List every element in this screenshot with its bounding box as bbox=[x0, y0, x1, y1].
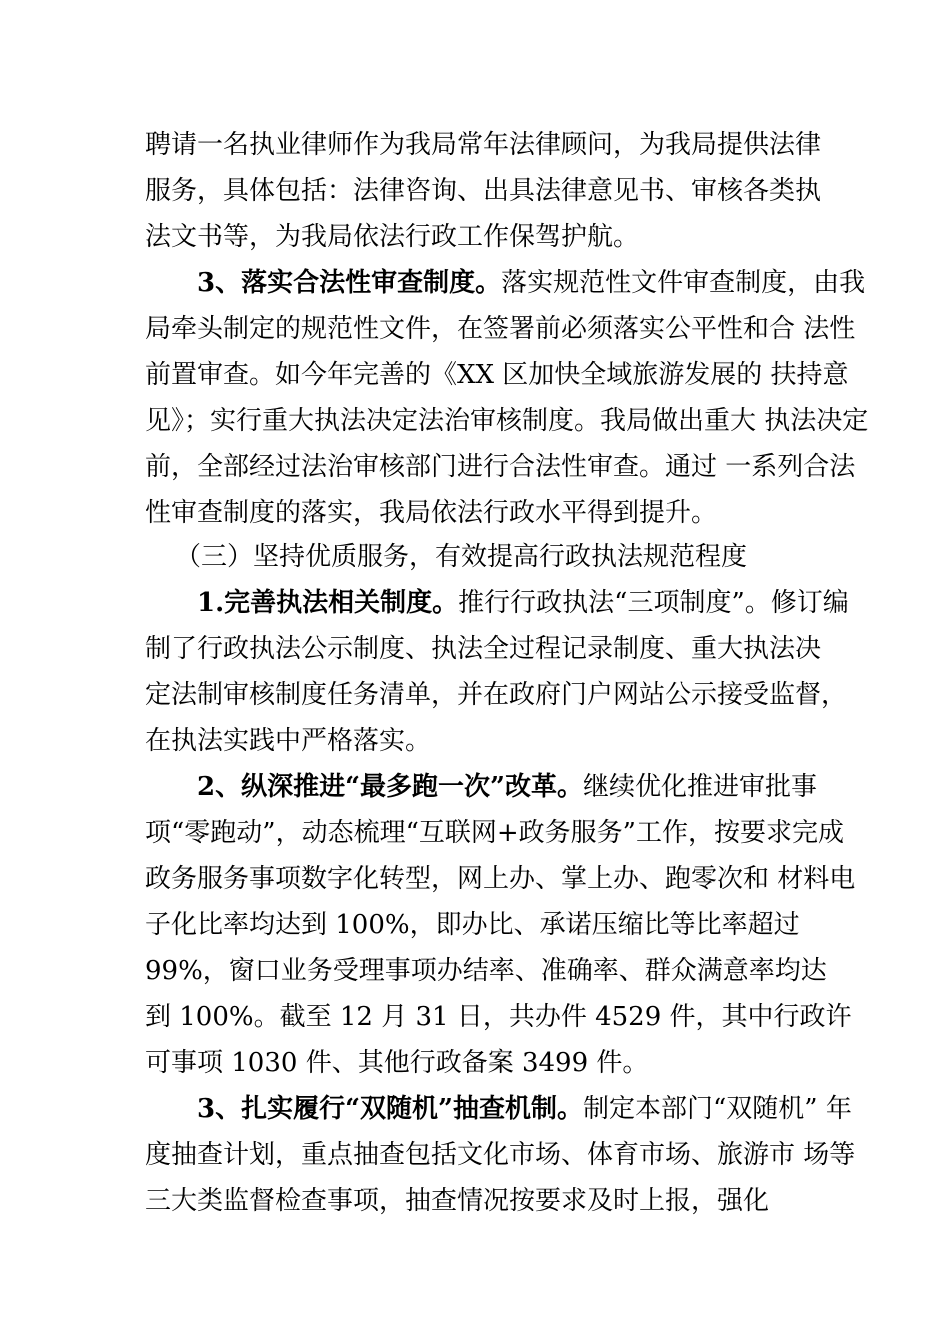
text-line: 到 100%。截至 12 月 31 日，共办件 4529 件，其中行政许 bbox=[145, 1002, 852, 1032]
section-heading-enforcement-system bbox=[197, 588, 849, 618]
text-line: 制了行政执法公示制度、执法全过程记录制度、重大执法决 bbox=[145, 634, 822, 664]
heading-bold: 3、落实合法性审查制度。 bbox=[197, 268, 502, 298]
text-line: 政务服务事项数字化转型，网上办、掌上办、跑零次和 材料电 bbox=[145, 864, 856, 894]
section-heading-run-once-reform bbox=[197, 772, 817, 802]
text-line: 服务，具体包括：法律咨询、出具法律意见书、审核各类执 bbox=[145, 176, 822, 206]
heading-rest: 制定本部门“双随机” 年 bbox=[583, 1094, 852, 1124]
text-line: 见》；实行重大执法决定法治审核制度。我局做出重大 执法决定 bbox=[145, 406, 869, 436]
text-line: 前置审查。如今年完善的《XX 区加快全域旅游发展的 扶持意 bbox=[145, 360, 849, 390]
section-heading-double-random bbox=[197, 1094, 852, 1124]
heading-bold: 3、扎实履行“双随机”抽查机制。 bbox=[197, 1094, 584, 1124]
heading-bold: 2、纵深推进“最多跑一次”改革。 bbox=[197, 772, 584, 802]
text-line: 前，全部经过法治审核部门进行合法性审查。通过 一系列合法 bbox=[145, 452, 856, 482]
text-line: 项“零跑动”，动态梳理“互联网+政务服务”工作，按要求完成 bbox=[145, 818, 844, 848]
text-line: 聘请一名执业律师作为我局常年法律顾问，为我局提供法律 bbox=[145, 130, 822, 160]
heading-rest: 落实规范性文件审查制度，由我 bbox=[501, 268, 866, 298]
text-line: 99%，窗口业务受理事项办结率、准确率、群众满意率均达 bbox=[145, 956, 827, 986]
text-line: 定法制审核制度任务清单，并在政府门户网站公示接受监督， bbox=[145, 680, 848, 710]
text-line: 三大类监督检查事项，抽查情况按要求及时上报，强化 bbox=[145, 1186, 770, 1216]
heading-bold: 1.完善执法相关制度。 bbox=[197, 588, 459, 618]
text-line: 在执法实践中严格落实。 bbox=[145, 726, 432, 756]
text-line: 可事项 1030 件、其他行政备案 3499 件。 bbox=[145, 1048, 649, 1078]
text-line: 子化比率均达到 100%，即办比、承诺压缩比等比率超过 bbox=[145, 910, 800, 940]
heading-rest: 推行行政执法“三项制度”。修订编 bbox=[458, 588, 849, 618]
section-heading-legality-review bbox=[197, 268, 865, 298]
text-line: 法文书等，为我局依法行政工作保驾护航。 bbox=[145, 222, 640, 252]
text-line: 局牵头制定的规范性文件，在签署前必须落实公平性和合 法性 bbox=[145, 314, 856, 344]
text-line: 性审查制度的落实，我局依法行政水平得到提升。 bbox=[145, 498, 718, 528]
heading-rest: 继续优化推进审批事 bbox=[583, 772, 818, 802]
text-line: 度抽查计划，重点抽查包括文化市场、体育市场、旅游市 场等 bbox=[145, 1140, 856, 1170]
section-heading-quality-service: （三）坚持优质服务，有效提高行政执法规范程度 bbox=[175, 542, 748, 572]
